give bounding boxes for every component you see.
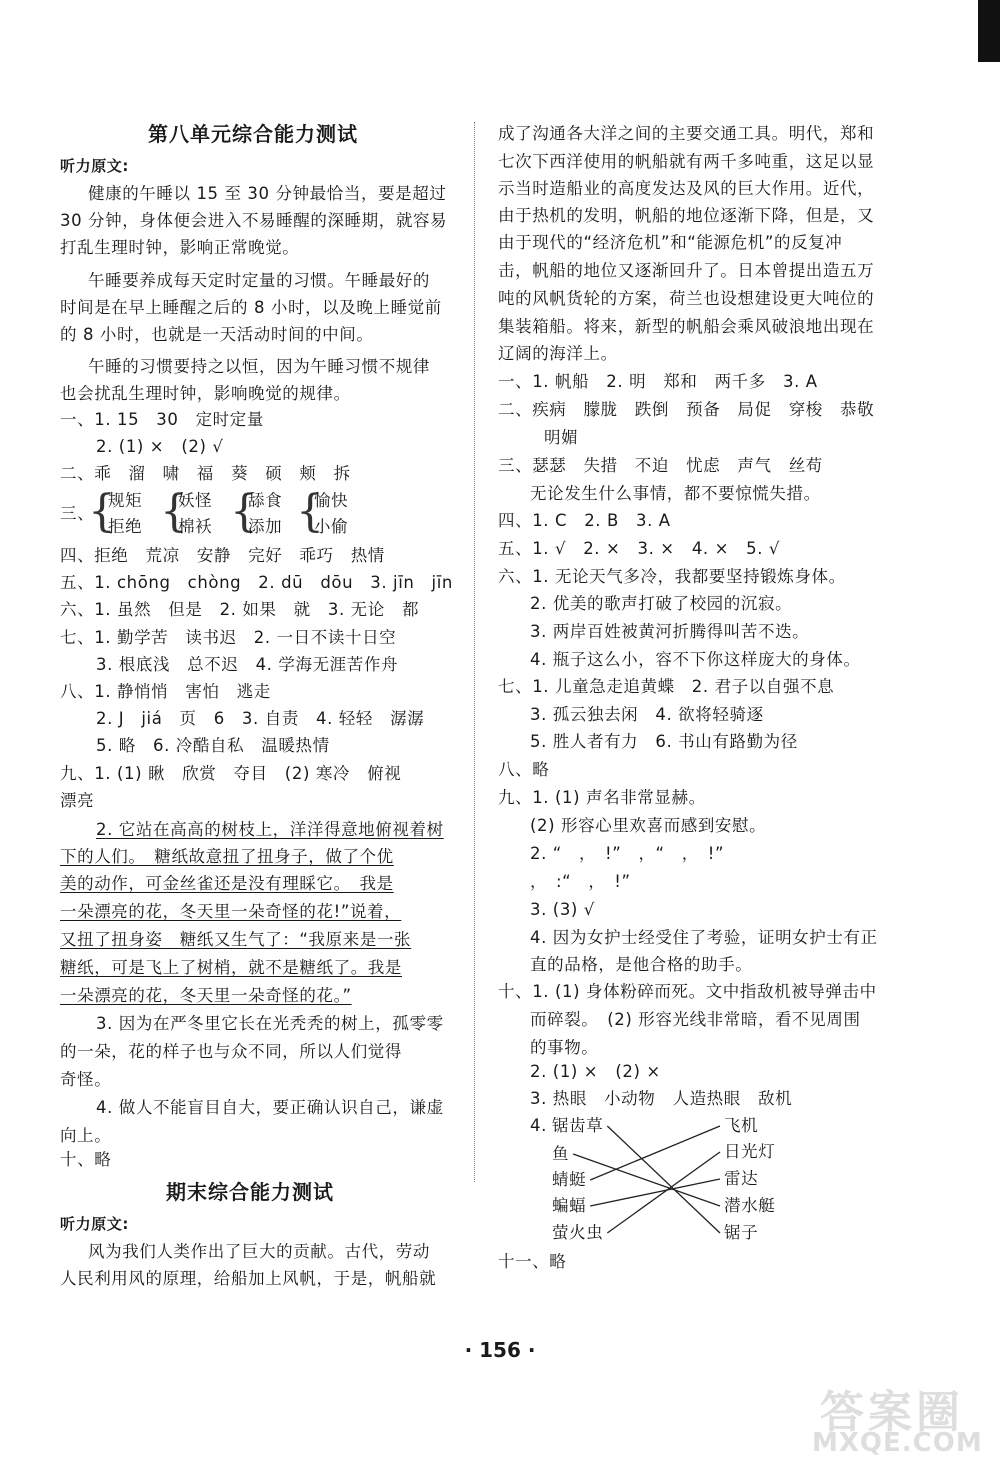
answer-line: 五、1. √ 2. × 3. × 4. × 5. √: [498, 539, 781, 558]
answer-line: 八、略: [498, 760, 550, 779]
answer-line: 九、1. (1) 瞅 欣赏 夺目 (2) 寒冷 俯视: [60, 764, 402, 783]
answer-line: 一、1. 15 30 定时定量: [60, 410, 264, 429]
answer-line: 3. 因为在严冬里它长在光秃秃的树上，孤零零: [96, 1014, 444, 1033]
answer-line: (2) 形容心里欢喜而感到安慰。: [530, 816, 767, 835]
answer-line: 2. (1) × (2) ×: [530, 1062, 661, 1081]
match-line: [573, 1154, 720, 1206]
answer-line: 五、1. chōng chòng 2. dū dōu 3. jīn jīn: [60, 573, 453, 592]
text-line: 的 8 小时，也就是一天活动时间的中间。: [60, 325, 374, 344]
underlined-line: 糖纸，可是飞上了树梢，就不是糖纸了。我是: [60, 958, 402, 977]
answer-line: 2. J jiá 页 6 3. 自责 4. 轻轻 潺潺: [96, 709, 425, 728]
brace-icon: {: [88, 486, 116, 537]
underlined-line: 2. 它站在高高的树枝上，洋洋得意地俯视着树: [96, 820, 444, 839]
answer-line: 3. 根底浅 总不迟 4. 学海无涯苦作舟: [96, 655, 399, 674]
text-line: 时间是在早上睡醒之后的 8 小时，以及晚上睡觉前: [60, 298, 442, 317]
match-left-item: 蜻蜓: [552, 1170, 587, 1189]
answer-line: 二、乖 溜 啸 福 葵 硕 颊 拆: [60, 464, 351, 483]
brace-word: 舔食: [248, 491, 283, 510]
answer-line: 的事物。: [530, 1038, 599, 1057]
match-left-item: 鱼: [552, 1144, 570, 1163]
match-left-item: 蝙蝠: [552, 1196, 587, 1215]
match-line: [607, 1126, 720, 1233]
text-line: 30 分钟，身体便会进入不易睡醒的深睡期，就容易: [60, 211, 448, 230]
text-line: 七次下西洋使用的帆船就有两千多吨重，这足以显: [498, 152, 875, 171]
underlined-line: 一朵漂亮的花，冬天里一朵奇怪的花!”说着，: [60, 902, 402, 921]
final-title: 期末综合能力测试: [166, 1180, 334, 1204]
answer-line: 3. 两岸百姓被黄河折腾得叫苦不迭。: [530, 622, 810, 641]
match-right-item: 潜水艇: [724, 1196, 776, 1215]
brace-icon: {: [160, 486, 188, 537]
listening-label: 听力原文:: [60, 1215, 129, 1233]
match-right-item: 日光灯: [724, 1142, 776, 1161]
answer-line: 三、瑟瑟 失措 不迫 忧虑 声气 丝苟: [498, 456, 823, 475]
answer-line: 直的品格，是他合格的助手。: [530, 955, 753, 974]
watermark-url: MXQE.COM: [812, 1428, 983, 1458]
brace-word: 添加: [248, 517, 283, 536]
answer-line: 3. 热眼 小动物 人造热眼 敌机: [530, 1089, 793, 1108]
text-line: 午睡的习惯要持之以恒，因为午睡习惯不规律: [88, 357, 430, 376]
text-line: 由于现代的“经济危机”和“能源危机”的反复冲: [498, 233, 843, 252]
underlined-line: 又扭了扭身姿 糖纸又生气了：“我原来是一张: [60, 930, 412, 949]
answer-line: 2. (1) × (2) √: [96, 437, 224, 456]
answer-line: 八、1. 静悄悄 害怕 逃走: [60, 682, 271, 701]
answer-line: 七、1. 勤学苦 读书迟 2. 一日不读十日空: [60, 628, 397, 647]
answer-prefix: 三、: [60, 504, 95, 523]
answer-line: 六、1. 虽然 但是 2. 如果 就 3. 无论 都: [60, 600, 420, 619]
answer-line: 而碎裂。 (2) 形容光线非常暗，看不见周围: [530, 1010, 861, 1029]
listening-label: 听力原文:: [60, 157, 129, 175]
text-line: 风为我们人类作出了巨大的贡献。古代，劳动: [88, 1242, 430, 1261]
answer-line: 无论发生什么事情，都不要惊慌失措。: [530, 484, 821, 503]
answer-line: 奇怪。: [60, 1070, 112, 1089]
answer-line: 5. 略 6. 冷酷自私 温暖热情: [96, 736, 330, 755]
answer-line: 七、1. 儿童急走追黄蝶 2. 君子以自强不息: [498, 677, 835, 696]
answer-line: 一、1. 帆船 2. 明 郑和 两千多 3. A: [498, 372, 818, 391]
watermark-text: 答案圈: [820, 1387, 964, 1438]
text-line: 集装箱船。将来，新型的帆船会乘风破浪地出现在: [498, 317, 875, 336]
text-line: 辽阔的海洋上。: [498, 344, 618, 363]
brace-word: 规矩: [108, 491, 143, 510]
text-line: 健康的午睡以 15 至 30 分钟最恰当，要是超过: [88, 184, 447, 203]
answer-line: ， :“ ， !”: [530, 872, 631, 891]
answer-line: 2. 优美的歌声打破了校园的沉寂。: [530, 594, 793, 613]
underlined-line: 一朵漂亮的花，冬天里一朵奇怪的花。”: [60, 986, 352, 1005]
match-right-item: 雷达: [724, 1169, 759, 1188]
answer-line: 3. 孤云独去闲 4. 欲将轻骑逐: [530, 705, 764, 724]
answer-line: 4. 做人不能盲目自大，要正确认识自己，谦虚: [96, 1098, 444, 1117]
match-left-item: 萤火虫: [552, 1223, 604, 1242]
match-right-item: 锯子: [724, 1223, 759, 1242]
underlined-line: 下的人们。 糖纸故意扭了扭身子，做了个优: [60, 847, 394, 866]
page-number: · 156 ·: [464, 1338, 536, 1362]
answer-line: 向上。: [60, 1126, 112, 1145]
answer-line: 二、疾病 朦胧 跌倒 预备 局促 穿梭 恭敬: [498, 400, 875, 419]
answer-line: 四、1. C 2. B 3. A: [498, 511, 671, 530]
watermark-logo: [812, 1376, 992, 1462]
text-line: 示当时造船业的高度发达及风的巨大作用。近代，: [498, 179, 875, 198]
answer-line: 4. 因为女护士经受住了考验，证明女护士有正: [530, 928, 878, 947]
text-line: 成了沟通各大洋之间的主要交通工具。明代，郑和: [498, 124, 875, 143]
text-line: 吨的风帆货轮的方案，荷兰也设想建设更大吨位的: [498, 289, 875, 308]
brace-word: 棉袄: [178, 517, 213, 536]
matching-prefix: 4.: [530, 1116, 547, 1135]
answer-line: 四、拒绝 荒凉 安静 完好 乖巧 热情: [60, 546, 385, 565]
brace-word: 妖怪: [178, 491, 213, 510]
text-line: 由于热机的发明，帆船的地位逐渐下降，但是，又: [498, 206, 875, 225]
answer-line: 十、1. (1) 身体粉碎而死。文中指敌机被导弹击中: [498, 982, 877, 1001]
answer-line: 漂亮: [60, 791, 95, 810]
answer-line: 六、1. 无论天气多冷，我都要坚持锻炼身体。: [498, 567, 846, 586]
brace-icon: {: [230, 486, 258, 537]
brace-word: 愉快: [314, 491, 349, 510]
text-line: 也会扰乱生理时钟，影响晚觉的规律。: [60, 384, 351, 403]
match-left-item: 锯齿草: [552, 1116, 604, 1135]
match-line: [607, 1152, 720, 1233]
text-line: 打乱生理时钟，影响正常晚觉。: [60, 238, 300, 257]
answer-line: 5. 胜人者有力 6. 书山有路勤为径: [530, 732, 798, 751]
brace-word: 小偷: [314, 517, 349, 536]
answer-line: 4. 瓶子这么小，容不下你这样庞大的身体。: [530, 650, 861, 669]
answer-line: 十一、略: [498, 1252, 567, 1271]
answer-line: 2. “ ， !” ，“ ， !”: [530, 844, 725, 863]
text-line: 人民利用风的原理，给船加上风帆，于是，帆船就: [60, 1269, 437, 1288]
unit8-title: 第八单元综合能力测试: [148, 122, 358, 146]
answer-line: 明媚: [544, 428, 579, 447]
answer-line: 九、1. (1) 声名非常显赫。: [498, 788, 706, 807]
answer-line: 十、略: [60, 1150, 112, 1169]
text-line: 午睡要养成每天定时定量的习惯。午睡最好的: [88, 271, 430, 290]
answer-line: 的一朵，花的样子也与众不同，所以人们觉得: [60, 1042, 402, 1061]
brace-word: 拒绝: [108, 517, 143, 536]
underlined-line: 美的动作，可金丝雀还是没有理睬它。 我是: [60, 874, 394, 893]
text-line: 击，帆船的地位又逐渐回升了。日本曾提出造五万: [498, 261, 875, 280]
answer-line: 3. (3) √: [530, 900, 595, 919]
brace-icon: {: [296, 486, 324, 537]
match-right-item: 飞机: [724, 1116, 759, 1135]
